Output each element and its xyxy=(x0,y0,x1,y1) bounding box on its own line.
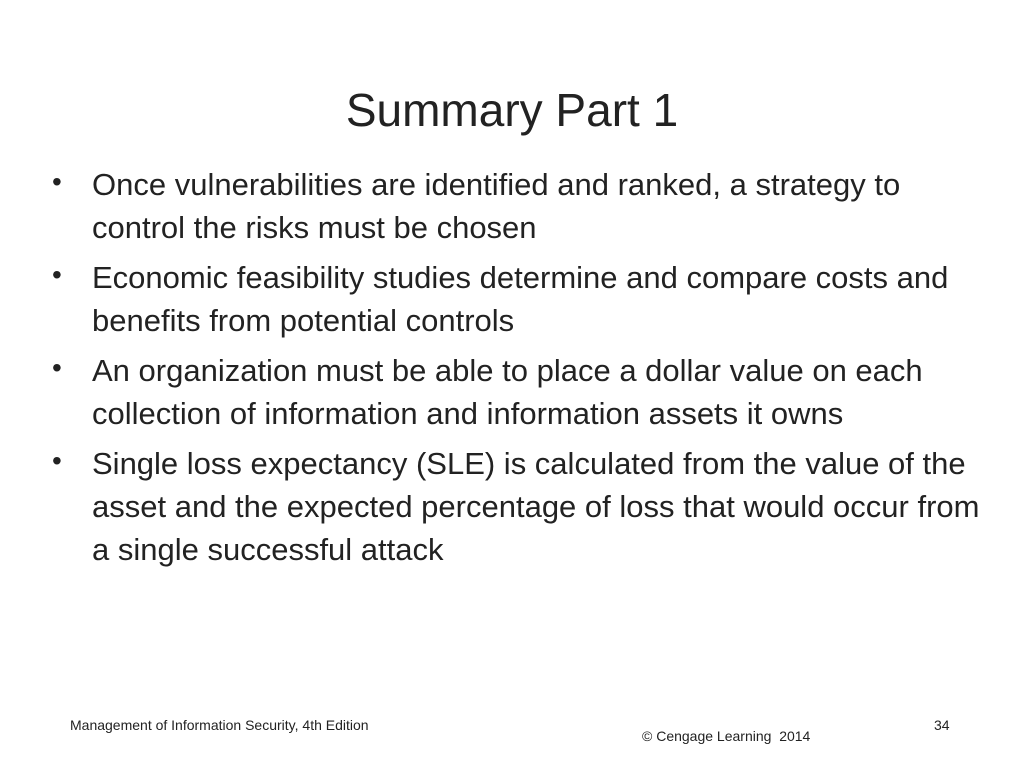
bullet-dot-icon: • xyxy=(52,166,62,197)
bullet-list xyxy=(52,163,992,578)
bullet-dot-icon: • xyxy=(52,445,62,476)
footer-copyright: © Cengage Learning 2014 xyxy=(642,728,811,744)
bullet-dot-icon: • xyxy=(52,259,62,290)
bullet-item xyxy=(52,256,992,342)
bullet-text: An organization must be able to place a dollar value on each collection of information and information assets it owns xyxy=(92,353,923,431)
slide-title: Summary Part 1 xyxy=(345,84,679,136)
bullet-text: Economic feasibility studies determine and compare costs and benefits from potential controls xyxy=(92,260,949,338)
footer-page-number: 34 xyxy=(934,717,950,733)
bullet-text: Once vulnerabilities are identified and ranked, a strategy to control the risks must be chosen xyxy=(92,167,901,245)
bullet-item xyxy=(52,163,992,249)
footer-book-title: Management of Information Security, 4th Edition xyxy=(70,717,369,733)
bullet-dot-icon: • xyxy=(52,352,62,383)
bullet-item xyxy=(52,442,992,571)
bullet-item xyxy=(52,349,992,435)
bullet-text: Single loss expectancy (SLE) is calculated from the value of the asset and the expected percentage of loss that would occur from a single successful attack xyxy=(92,446,980,567)
